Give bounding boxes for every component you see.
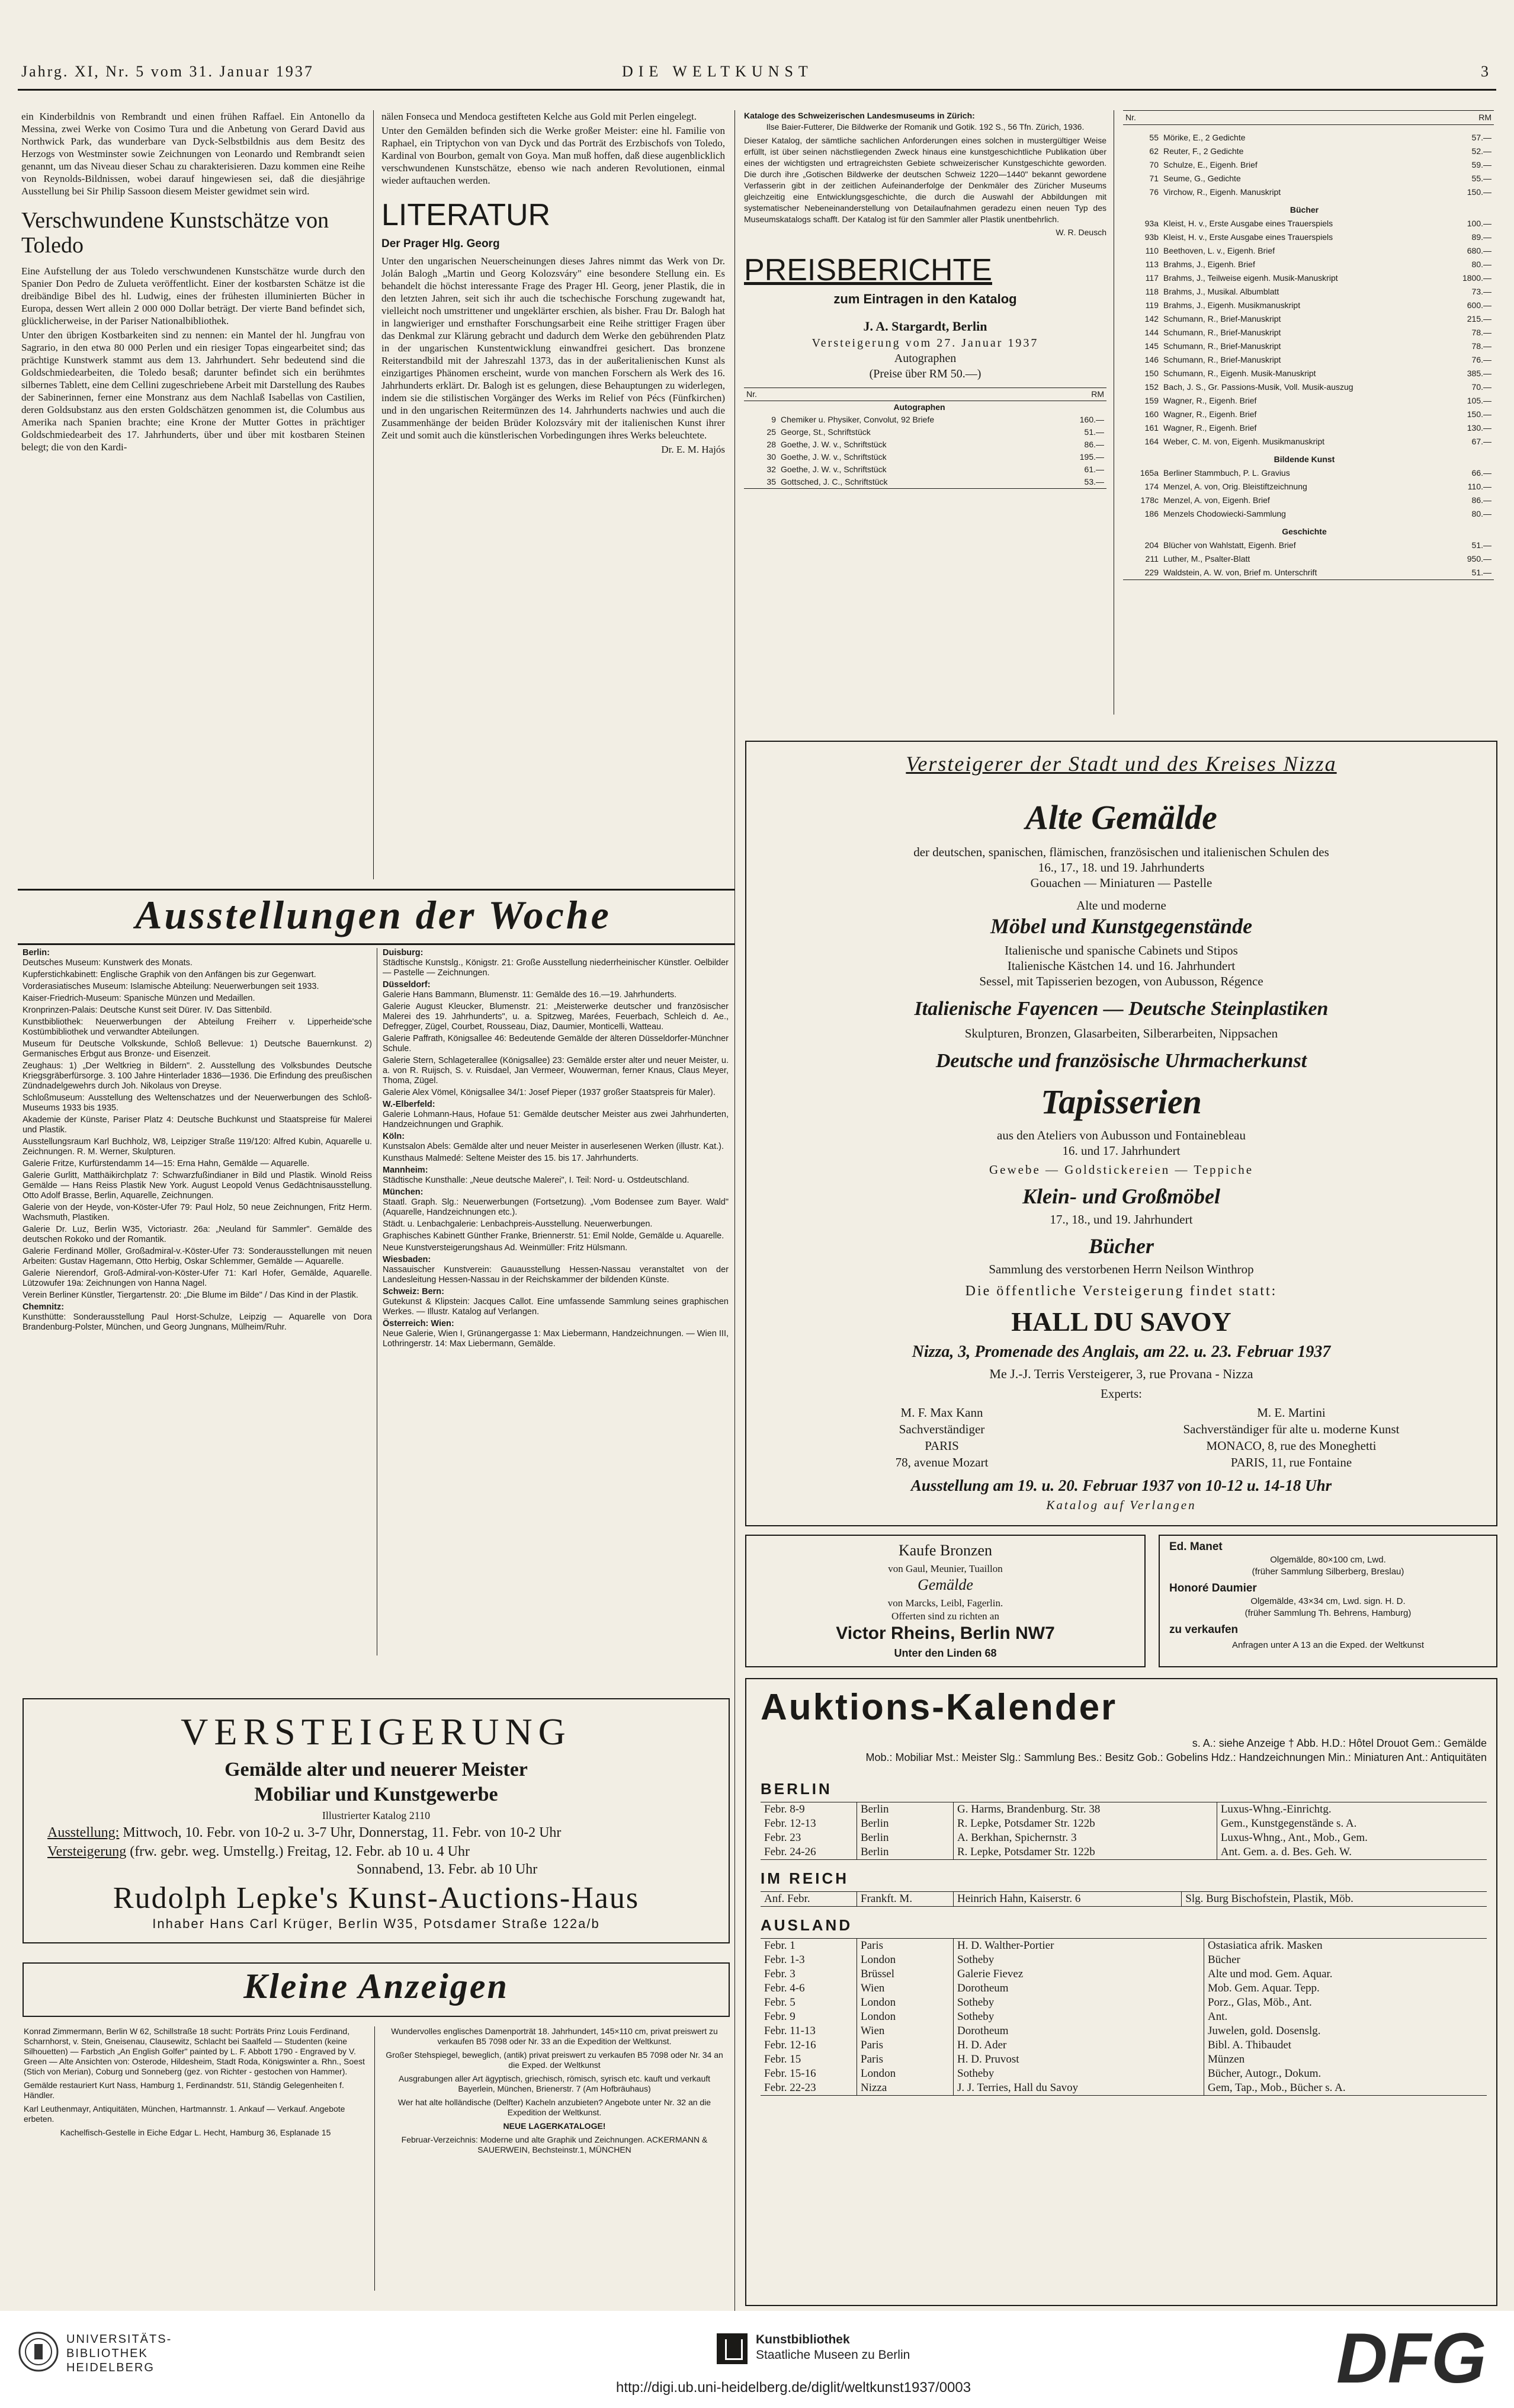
preisberichte-subheading: zum Eintragen in den Katalog: [833, 292, 1017, 306]
dfg-logo: DFG: [1336, 2319, 1487, 2398]
table-row: 204 Blücher von Wahlstatt, Eigenh. Brief 51.—: [1144, 540, 1491, 550]
rheins-line: Gemälde: [918, 1576, 973, 1593]
nizza-line: Sessel, mit Tapisserien bezogen, von Aubusson, Régence: [979, 974, 1263, 988]
section-label: Bücher: [1290, 205, 1319, 214]
lepke-line: Illustrierter Katalog 2110: [322, 1810, 431, 1821]
calendar-section-reich: IM REICH: [761, 1869, 849, 1887]
classified-entry: Konrad Zimmermann, Berlin W 62, Schillstraße 18 sucht: Porträts Prinz Louis Ferdinand, Scharnhorst, v. Stein, Gneisenau, Clausewitz, Schlacht bei Saalfeld — Studenten (keine Silhouetten) — Farbstich „An English Golfer" painted by L. F. Abbott 1790 - Engraved by V. Green — Alte Ansichten von: Osterode, Hildesheim, Stadt Roda, Königswinter a. Rhn., Soest (Stich von Merian), Coburg und Sonneberg (gez. von Richter - gestochen von Hammer).: [24, 2026, 365, 2076]
rheins-ad: [745, 1535, 1146, 1667]
exhibition-entry: Nassauischer Kunstverein: Gauausstellung Hessen-Nassau veranstaltet von der Landesleitung Hessen-Nassau in der Reichskammer der bildenden Künste.: [383, 1265, 729, 1285]
exhibition-entry: Galerie Stern, Schlageterallee (Königsallee) 23: Gemälde erster alter und neuer Meister, u. a. von R. Ruijsch, S. v. Ruisdael, Jan Vermeer, Wouwerman, ferner Knaus, Claus Meyer, Thoma, Zügel.: [383, 1056, 729, 1085]
table-row: 30 Goethe, J. W. v., Schriftstück 195.—: [766, 452, 1104, 462]
table-row: 161 Wagner, R., Eigenh. Brief 130.—: [1144, 423, 1491, 433]
section-rule: [18, 889, 734, 891]
exhibition-entry: Galerie Ferdinand Möller, Großadmiral-v.-Köster-Ufer 73: Sonderausstellungen mit neuen Arbeiten: Gustav Hagemann, Otto Herbig, Oskar Schlemmer, Gemälde — Aquarelle.: [23, 1247, 372, 1266]
article-continuation: ein Kinderbildnis von Rembrandt und einen frühen Raffael. Ein Antonello da Messina, zwei Werke von Cosimo Tura und die Anbetung von Gerard David aus Northwick Park, das wunderbare van Dyck-Selbstbildnis aus dem Besitz des Herzogs von Westminster sowie Zeichnungen von Leonardo und Rembrandt seien genannt, um das Niveau dieser Schau zu charakterisieren. Dazu kommen eine Reihe von Reynolds-Bildnissen, wobei darauf hingewiesen sei, daß die diesjährige Ausstellung bei Sir Philip Sassoon diesem Meister gewidmet sein wird.: [21, 111, 365, 197]
calendar-section-berlin: BERLIN: [761, 1780, 832, 1798]
exhibition-entry: Neue Galerie, Wien I, Grünangergasse 1: Max Liebermann, Handzeichnungen. — Wien III, Lothringerstr. 14: Max Liebermann, Gemälde.: [383, 1329, 729, 1349]
auction-house: J. A. Stargardt, Berlin: [863, 319, 987, 334]
column-divider: [734, 110, 735, 2320]
nizza-line: aus den Ateliers von Aubusson und Fontainebleau: [997, 1128, 1246, 1142]
permalink[interactable]: http://digi.ub.uni-heidelberg.de/diglit/weltkunst1937/0003: [616, 2380, 971, 2396]
exhibition-entry: Deutsches Museum: Kunstwerk des Monats.: [23, 958, 193, 968]
column-1: [21, 110, 365, 879]
manet-line: Honoré Daumier: [1169, 1582, 1257, 1594]
manet-line: (früher Sammlung Silberberg, Breslau): [1252, 1567, 1404, 1577]
price-table-1: [744, 388, 1106, 489]
table-row: 152 Bach, J. S., Gr. Passions-Musik, Voll. Musik-auszug 70.—: [1144, 382, 1491, 392]
nizza-line: 16., 17., 18. und 19. Jahrhunderts: [1038, 860, 1205, 875]
city-label: Köln:: [383, 1132, 405, 1141]
city-label: Mannheim:: [383, 1165, 428, 1175]
nizza-line: Katalog auf Verlangen: [1046, 1498, 1197, 1512]
nizza-venue: HALL DU SAVOY: [1011, 1307, 1231, 1337]
exhibition-entry: Ausstellungsraum Karl Buchholz, W8, Leipziger Straße 119/120: Alfred Kubin, Aquarelle u. Zeichnungen. R. M. Werner, Skulpturen.: [23, 1137, 372, 1157]
nizza-line: Me J.-J. Terris Versteigerer, 3, rue Provana - Nizza: [989, 1366, 1253, 1381]
rheins-name: Victor Rheins, Berlin NW7: [836, 1624, 1055, 1643]
table-row: 93b Kleist, H. v., Erste Ausgabe eines Trauerspiels 89.—: [1144, 232, 1491, 242]
column-4: [1123, 110, 1494, 715]
expert-right: M. E. Martini Sachverständiger für alte u. moderne Kunst MONACO, 8, rue des Moneghetti PARIS, 11, rue Fontaine: [1183, 1405, 1400, 1469]
table-row: 165a Berliner Stammbuch, P. L. Gravius 66.—: [1140, 468, 1491, 478]
nizza-line: Experts:: [1101, 1386, 1142, 1401]
calendar-row: Febr. 24-26 Berlin R. Lepke, Potsdamer Str. 122b Ant. Gem. a. d. Bes. Geh. W.: [761, 1845, 1487, 1860]
catalog-signature: W. R. Deusch: [1056, 228, 1106, 237]
rheins-line: Kaufe Bronzen: [898, 1542, 993, 1559]
calendar-row: Febr. 11-13 Wien Dorotheum Juwelen, gold. Dosenslg.: [761, 2024, 1487, 2038]
city-label: Chemnitz:: [23, 1302, 65, 1312]
section-label: Geschichte: [1282, 527, 1327, 536]
nizza-line: 17., 18., und 19. Jahrhundert: [1050, 1212, 1193, 1227]
exhibition-entry: Kaiser-Friedrich-Museum: Spanische Münzen und Medaillen.: [23, 994, 255, 1003]
manet-line: Olgemälde, 80×100 cm, Lwd.: [1270, 1555, 1386, 1565]
lepke-address: Inhaber Hans Carl Krüger, Berlin W35, Potsdamer Straße 122a/b: [152, 1916, 600, 1931]
table-row: 118 Brahms, J., Musikal. Albumblatt 73.—: [1145, 287, 1491, 296]
manet-line: Olgemälde, 43×34 cm, Lwd. sign. H. D.: [1250, 1596, 1406, 1606]
classified-entry: Wundervolles englisches Damenporträt 18. Jahrhundert, 145×110 cm, privat preiswert zu verkaufen B5 7098 oder Nr. 33 an die Expedition der Weltkunst.: [391, 2026, 718, 2046]
calendar-title: Auktions-Kalender: [761, 1687, 1118, 1728]
manet-line: Anfragen unter A 13 an die Exped. der Weltkunst: [1231, 1640, 1425, 1650]
table-row: 144 Schumann, R., Brief-Manuskript 78.—: [1144, 328, 1491, 337]
exhibition-entry: Galerie Lohmann-Haus, Hofaue 51: Gemälde deutscher Meister aus zwei Jahrhunderten, Handzeichnungen und Graphik.: [383, 1110, 729, 1129]
classifieds-heading: Kleine Anzeigen: [243, 1967, 509, 2006]
nizza-exhibition: Ausstellung am 19. u. 20. Februar 1937 von 10-12 u. 14-18 Uhr: [910, 1477, 1332, 1494]
price-table-2: [1123, 110, 1494, 580]
article-paragraph: Unter den übrigen Kostbarkeiten sind zu nennen: ein Mantel der hl. Jungfrau von Sagrario, in den etwa 80 000 Perlen und ein riesiger Topas eingearbeitet sind; das prächtige Kunstwerk stammt aus dem 13. Jahrhundert. Sehr bedeutend sind die Goldschmiedearbeiten, die Toledo besaß; darunter befindet sich ein berühmtes silbernes Tablett, eine dem Cellini zugeschriebene Arbeit mit Darstellung des Raubes der Sabinerinnen, ferner eine Monstranz aus dem Nachlaß Isabellas von Castilien, deren Goldsubstanz aus den ersten Goldschätzen genommen ist, die Columbus aus Amerika nach Spanien brachte; eine Krone der Mutter Gottes in prächtiger Goldschmiedearbeit des 17. Jahrhunderts, über und über mit kostbaren Steinen belegt; die von den Kardi-: [21, 329, 365, 453]
kunstbibliothek-label: Kunstbibliothek Staatliche Museen zu Berlin: [756, 2333, 910, 2362]
issue-info: Jahrg. XI, Nr. 5 vom 31. Januar 1937: [21, 63, 314, 80]
calendar-body: [761, 1774, 1487, 2096]
calendar-row: Febr. 3 Brüssel Galerie Fievez Alte und mod. Gem. Aquar.: [761, 1967, 1487, 1981]
classified-entry: NEUE LAGERKATALOGE!: [503, 2121, 606, 2131]
city-label: Berlin:: [23, 948, 50, 958]
nizza-line: Alte und moderne: [1076, 898, 1166, 912]
calendar-ausland-table: [761, 1938, 1487, 2096]
exhibition-entry: Galerie Paffrath, Königsallee 46: Bedeutende Gemälde der älteren Düsseldorfer-Münchner Schule.: [383, 1034, 729, 1054]
lepke-line: Sonnabend, 13. Febr. ab 10 Uhr: [357, 1862, 538, 1877]
table-row: 178c Menzel, A. von, Eigenh. Brief 86.—: [1140, 495, 1491, 505]
exhibition-entry: Akademie der Künste, Pariser Platz 4: Deutsche Buchkunst und Staatspreise für Malerei und Plastik.: [23, 1115, 372, 1135]
manet-daumier-ad: [1159, 1535, 1497, 1667]
lepke-exhibition: Ausstellung: Mittwoch, 10. Febr. von 10-2 u. 3-7 Uhr, Donnerstag, 11. Febr. von 10-2 Uhr: [47, 1825, 562, 1840]
exhibition-entry: Verein Berliner Künstler, Tiergartenstr. 20: „Die Blume im Bilde" / Das Kind in der Plastik.: [23, 1291, 358, 1300]
table-row: 25 George, St., Schriftstück 51.—: [766, 427, 1104, 437]
exhibition-entry: Galerie von der Heyde, von-Köster-Ufer 79: Paul Holz, 50 neue Zeichnungen, Fritz Herm. Wachsmuth, Plastiken.: [23, 1203, 372, 1222]
table-row: 71 Seume, G., Gedichte 55.—: [1149, 174, 1491, 183]
calendar-row: Febr. 1 Paris H. D. Walther-Portier Ostasiatica afrik. Masken: [761, 1939, 1487, 1954]
nizza-heading-moebel: Klein- und Großmöbel: [1022, 1184, 1221, 1208]
section-label: Autographen: [893, 402, 945, 412]
rheins-line: von Marcks, Leibl, Fagerlin.: [887, 1597, 1003, 1609]
digitization-footer: [0, 2311, 1514, 2408]
calendar-section-ausland: AUSLAND: [761, 1916, 853, 1934]
expert-left: M. F. Max Kann Sachverständiger PARIS 78, avenue Mozart: [895, 1405, 989, 1469]
calendar-row: Febr. 12-13 Berlin R. Lepke, Potsdamer Str. 122b Gem., Kunstgegenstände s. A.: [761, 1817, 1487, 1831]
nizza-line: Gouachen — Miniaturen — Pastelle: [1030, 876, 1213, 890]
rheins-line: Offerten sind zu richten an: [891, 1610, 999, 1622]
classified-entry: Wer hat alte holländische (Delfter) Kacheln anzubieten? Angebote unter Nr. 32 an die Expedition der Weltkunst.: [397, 2098, 711, 2117]
column-divider: [373, 110, 374, 879]
nizza-date: Nizza, 3, Promenade des Anglais, am 22. u. 23. Februar 1937: [912, 1343, 1331, 1361]
exhibition-entry: Schloßmuseum: Ausstellung des Weltenschatzes und der Neuerwerbungen des Schloß-Museums 1933 bis 1935.: [23, 1093, 372, 1113]
city-label: Düsseldorf:: [383, 980, 431, 990]
col-header-nr: Nr.: [746, 389, 757, 399]
calendar-row: Febr. 15 Paris H. D. Pruvost Münzen: [761, 2052, 1487, 2067]
catalog-heading: Kataloge des Schweizerischen Landesmuseums in Zürich:: [744, 111, 975, 120]
article-continuation: nälen Fonseca und Mendoca gestifteten Kelche aus Gold mit Perlen eingelegt.: [381, 111, 697, 122]
table-row: 160 Wagner, R., Eigenh. Brief 150.—: [1144, 409, 1491, 419]
calendar-row: Febr. 1-3 London Sotheby Bücher: [761, 1953, 1487, 1967]
exhibition-entry: Galerie Hans Bammann, Blumenstr. 11: Gemälde des 16.—19. Jahrhunderts.: [383, 990, 677, 1000]
table-row: 28 Goethe, J. W. v., Schriftstück 86.—: [766, 440, 1104, 449]
author-signature: Dr. E. M. Hajós: [661, 444, 725, 455]
table-row: 9 Chemiker u. Physiker, Convolut, 92 Briefe 160.—: [771, 415, 1104, 424]
exhibition-entry: Galerie Dr. Luz, Berlin W35, Victoriastr. 26a: „Neuland für Sammler". Gemälde des deutschen Rokoko und der Romantik.: [23, 1225, 372, 1244]
city-label: München:: [383, 1187, 424, 1197]
nizza-heading-clocks: Deutsche und französische Uhrmacherkunst: [935, 1050, 1307, 1072]
table-row: 62 Reuter, F., 2 Gedichte 52.—: [1149, 146, 1491, 156]
classified-entry: Ausgrabungen aller Art ägyptisch, griechisch, römisch, syrisch etc. kauft und verkauft Bayerlein, München, Brienerstr. 7 (Am Hofbräuhaus): [398, 2074, 711, 2093]
article-paragraph: Eine Aufstellung der aus Toledo verschwundenen Kunstschätze wurde durch den Spanier Don Pedro de Zulueta veröffentlicht. Einer der kostbarsten Schätze ist die dreibändige Bibel des hl. Ludwig, eines der frühesten illuminierten Bücher in Europa, dessen Wert allein 2 000 000 Dollar beträgt. Der vierte Band befindet sich, glücklicherweise, in der Pariser Nationalbibliothek.: [21, 265, 365, 326]
calendar-row: Febr. 5 London Sotheby Porz., Glas, Möb., Ant.: [761, 1996, 1487, 2010]
nizza-heading-tapestries: Tapisserien: [1041, 1083, 1202, 1121]
classified-entry: Karl Leuthenmayr, Antiquitäten, München, Hartmannstr. 1. Ankauf — Verkauf. Angebote erbeten.: [24, 2104, 345, 2124]
calendar-row: Febr. 23 Berlin A. Berkhan, Spichernstr. 3 Luxus-Whng., Ant., Mob., Gem.: [761, 1831, 1487, 1845]
classifieds-left: [24, 2026, 367, 2303]
column-2: [381, 110, 725, 879]
table-row: 150 Schumann, R., Eigenh. Musik-Manuskript 385.—: [1144, 369, 1491, 378]
classified-entry: Großer Stehspiegel, beweglich, (antik) privat preiswert zu verkaufen B5 7098 oder Nr. 34 an die Exped. der Weltkunst: [386, 2050, 723, 2070]
manet-line: Ed. Manet: [1169, 1541, 1223, 1553]
page-header: [18, 63, 1496, 98]
nizza-heading-books: Bücher: [1088, 1234, 1154, 1258]
preisberichte-heading: PREISBERICHTE: [744, 253, 992, 287]
column-divider: [374, 2026, 375, 2291]
nizza-line: Italienische Kästchen 14. und 16. Jahrhundert: [1007, 959, 1236, 973]
classifieds-heading-box: [23, 1962, 730, 2017]
exhibitions-heading: Ausstellungen der Woche: [135, 892, 611, 937]
exhibition-entry: Gutekunst & Klipstein: Jacques Callot. Eine umfassende Sammlung seines graphischen Werkes. — Illustr. Katalog auf Verlangen.: [383, 1297, 729, 1317]
lepke-auction: Versteigerung (frw. gebr. weg. Umstellg.) Freitag, 12. Febr. ab 10 u. 4 Uhr: [47, 1844, 470, 1859]
table-row: 146 Schumann, R., Brief-Manuskript 76.—: [1144, 355, 1491, 364]
article-title-toledo: Verschwundene Kunstschätze von Toledo: [21, 208, 329, 258]
exhibition-entry: Städtische Kunstslg., Königstr. 21: Große Ausstellung niederrheinischer Künstler. Oelbilder — Pastelle — Zeichnungen.: [383, 958, 729, 978]
exhibition-entry: Galerie Nierendorf, Groß-Admiral-von-Köster-Ufer 71: Karl Hofer, Gemälde, Aquarelle. Lützowufer 19a: Zeichnungen von Hanna Nagel.: [23, 1269, 372, 1288]
auction-calendar: [745, 1678, 1497, 2306]
table-row: 164 Weber, C. M. von, Eigenh. Musikmanuskript 67.—: [1144, 437, 1491, 446]
exhibition-entry: Kunstbibliothek: Neuerwerbungen der Abteilung Freiherr v. Lipperheide'sche Kostümbibliothek und verwandter Abteilungen.: [23, 1017, 372, 1037]
table-row: 93a Kleist, H. v., Erste Ausgabe eines Trauerspiels 100.—: [1144, 219, 1491, 228]
nizza-line: der deutschen, spanischen, flämischen, französischen und italienischen Schulen des: [913, 845, 1329, 859]
lepke-firm: Rudolph Lepke's Kunst-Auctions-Haus: [113, 1881, 640, 1915]
rheins-line: von Gaul, Meunier, Tuaillon: [888, 1563, 1003, 1574]
exhibitions-right: [383, 948, 729, 1659]
exhibition-entry: Kupferstichkabinett: Englische Graphik von den Anfängen bis zur Gegenwart.: [23, 970, 316, 979]
auction-date: Versteigerung vom 27. Januar 1937: [811, 337, 1039, 350]
rheins-line: Unter den Linden 68: [894, 1647, 997, 1659]
table-row: 174 Menzel, A. von, Orig. Bleistiftzeichnung 110.—: [1144, 482, 1491, 491]
classified-entry: Gemälde restauriert Kurt Nass, Hamburg 1, Ferdinandstr. 51I, Ständig Gelegenheiten f. Händler.: [24, 2080, 344, 2100]
header-rule: [18, 89, 1496, 91]
calendar-row: Febr. 8-9 Berlin G. Harms, Brandenburg. Str. 38 Luxus-Whng.-Einrichtg.: [761, 1802, 1487, 1817]
exhibition-entry: Städt. u. Lenbachgalerie: Lenbachpreis-Ausstellung. Neuerwerbungen.: [383, 1219, 653, 1229]
exhibition-entry: Neue Kunstversteigerungshaus Ad. Weinmüller: Fritz Hülsmann.: [383, 1243, 628, 1253]
university-seal-icon: [18, 2331, 59, 2372]
calendar-row: Febr. 4-6 Wien Dorotheum Mob. Gem. Aquar. Tepp.: [761, 1981, 1487, 1996]
table-row: 145 Schumann, R., Brief-Manuskript 78.—: [1144, 341, 1491, 351]
calendar-row: Febr. 9 London Sotheby Ant.: [761, 2010, 1487, 2024]
price-note: (Preise über RM 50.—): [869, 367, 981, 380]
exhibition-entry: Graphisches Kabinett Günther Franke, Briennerstr. 51: Emil Nolde, Gemälde u. Aquarelle.: [383, 1231, 724, 1241]
literatur-paragraph: Unter den ungarischen Neuerscheinungen dieses Jahres nimmt das Werk von Dr. Jolán Balogh „Martin und Georg Kolozsváry" eine besondere Stellung ein. Es behandelt die höchst interessante Frage des Prager Hl. Georg, jener Plastik, die in den letzten Jahren, seit sich ihr auch die tschechische Forschung zugewandt hat, vielleicht noch umstrittener und ungeklärter erschien, als bisher. Frau Dr. Balogh hat in langwieriger und ernsthafter Forschungsarbeit eine Reihe strittiger Fragen über das Denkmal zur Klärung gebracht und dadurch dem Werke den gebührenden Platz in der ungarischen Kunstentwicklung einwandfrei gesichert. Das bronzene Reiterstandbild mit der Jahreszahl 1373, das in der außeritalienischen Kunst als einzigartiges Phänomen erscheint, wurde von manchen Forschern als Werk des 16. Jahrhunderts erklärt. Dr. Balogh ist es gelungen, diese Behauptungen zu widerlegen, indem sie die stilistischen Vorgänger des Werks im Relief von Pécs (Fünfkirchen) und in den ungarischen Reitermünzen des 14. Jahrhunderts nachwies und auch die Zusammenhänge der beiden Brüder Kolozsváry mit der italienischen Kunst ihrer Zeit und somit auch die künstlerischen Vorbedingungen ihres Werks beleuchtete.: [381, 255, 725, 441]
calendar-row: Anf. Febr. Frankft. M. Heinrich Hahn, Kaiserstr. 6 Slg. Burg Bischofstein, Plastik, Möb.: [761, 1892, 1487, 1907]
calendar-berlin-table: [761, 1802, 1487, 1860]
classified-entry: Februar-Verzeichnis: Moderne und alte Graphik und Zeichnungen. ACKERMANN & SAUERWEIN, Bechsteinstr.1, MÜNCHEN: [401, 2135, 708, 2154]
manet-line: (früher Sammlung Th. Behrens, Hamburg): [1244, 1608, 1412, 1618]
table-row: 159 Wagner, R., Eigenh. Brief 105.—: [1144, 396, 1491, 405]
exhibition-entry: Kunsthaus Malmedé: Seltene Meister des 15. bis 17. Jahrhunderts.: [383, 1154, 639, 1163]
nizza-line: Die öffentliche Versteigerung findet statt:: [965, 1283, 1278, 1299]
col-header-nr: Nr.: [1125, 113, 1136, 122]
catalog-line: Ilse Baier-Futterer, Die Bildwerke der Romanik und Gotik. 192 S., 56 Tfn. Zürich, 1936.: [766, 122, 1085, 132]
city-label: Schweiz: Bern:: [383, 1287, 444, 1296]
exhibition-entry: Vorderasiatisches Museum: Islamische Abteilung: Neuerwerbungen seit 1933.: [23, 982, 319, 991]
exhibition-entry: Museum für Deutsche Volkskunde, Schloß Bellevue: 1) Deutsche Bauernkunst. 2) Germanisches Erbgut aus Bronze- und Eisenzeit.: [23, 1039, 372, 1059]
lepke-line: Mobiliar und Kunstgewerbe: [254, 1783, 498, 1805]
col-header-rm: RM: [1478, 113, 1491, 122]
table-row: 76 Virchow, R., Eigenh. Manuskript 150.—: [1149, 187, 1491, 197]
calendar-row: Febr. 22-23 Nizza J. J. Terries, Hall du Savoy Gem, Tap., Mob., Bücher s. A.: [761, 2081, 1487, 2096]
table-row: 186 Menzels Chodowiecki-Sammlung 80.—: [1144, 509, 1491, 518]
heidelberg-library-logo: UNIVERSITÄTS- BIBLIOTHEK HEIDELBERG: [66, 2333, 172, 2374]
table-row: 55 Mörike, E., 2 Gedichte 57.—: [1149, 133, 1491, 142]
exhibition-entry: Staatl. Graph. Slg.: Neuerwerbungen (Fortsetzung). „Vom Bodensee zum Bayer. Wald" (Aquarelle, Handzeichnungen etc.).: [383, 1197, 729, 1217]
exhibition-entry: Galerie August Kleucker, Blumenstr. 21: „Meisterwerke deutscher und französischer Malerei des 19. Jahrhunderts", u. a. Spitzweg, Marées, Feuerbach, Schleich d. Ae., Defregger, Zügel, Courbet, Rousseau, Diaz, Daumier, Monticelli, Watteau.: [383, 1002, 729, 1032]
table-row: 35 Gottsched, J. C., Schriftstück 53.—: [744, 476, 1106, 489]
exhibition-entry: Kunstsalon Abels: Gemälde alter und neuer Meister in auserlesenen Werken (illustr. Kat.).: [383, 1142, 724, 1151]
exhibition-entry: Galerie Alex Vömel, Königsallee 34/1: Josef Pieper (1937 großer Staatspreis für Maler).: [383, 1088, 716, 1097]
exhibition-entry: Zeughaus: 1) „Der Weltkrieg in Bildern". 2. Ausstellung des Volksbundes Deutsche Kriegsgräberfürsorge. 3. 100 Jahre Hinterlader 1836—1936. Die Erfindung des preußischen Zündnadelgewehrs durch Joh. Nikolaus von Dreyse.: [23, 1061, 372, 1091]
nizza-line: Gewebe — Goldstickereien — Teppiche: [989, 1163, 1254, 1177]
exhibition-entry: Galerie Gurlitt, Matthäikirchplatz 7: Schwarzfußindianer in Bild und Plastik. Winold Reiss Gemälde — Hans Reiss Plastik New York. August Leopold Venus Gedächtnisausstellung. Otto Adolf Brasse, Berlin, Aquarelle, Zeichnungen.: [23, 1171, 372, 1200]
city-label: Wiesbaden:: [383, 1255, 431, 1264]
exhibition-entry: Städtische Kunsthalle: „Neue deutsche Malerei", I. Teil: Nord- u. Ostdeutschland.: [383, 1176, 689, 1185]
classified-entry: Kachelfisch-Gestelle in Eiche Edgar L. Hecht, Hamburg 36, Esplanade 15: [60, 2128, 331, 2137]
table-row: 113 Brahms, J., Eigenh. Brief 80.—: [1145, 260, 1491, 269]
table-row: 110 Beethoven, L. v., Eigenh. Brief 680.—: [1145, 246, 1491, 255]
classifieds-right: [383, 2026, 726, 2303]
auction-type: Autographen: [894, 352, 957, 365]
column-3: [744, 110, 1106, 715]
exhibition-entry: Galerie Fritze, Kurfürstendamm 14—15: Erna Hahn, Gemälde — Aquarelle.: [23, 1159, 310, 1168]
nizza-heading-fayencen: Italienische Fayencen — Deutsche Steinplastiken: [914, 998, 1329, 1020]
nizza-auction-ad: [745, 741, 1497, 1526]
calendar-reich-table: [761, 1891, 1487, 1907]
city-label: W.-Elberfeld:: [383, 1100, 435, 1109]
page-number: 3: [1481, 63, 1490, 80]
section-rule: [18, 943, 734, 945]
calendar-row: Febr. 15-16 London Sotheby Bücher, Autogr., Dokum.: [761, 2067, 1487, 2081]
table-row: 229 Waldstein, A. W. von, Brief m. Unterschrift 51.—: [1123, 566, 1494, 580]
table-row: 142 Schumann, R., Brief-Manuskript 215.—: [1144, 314, 1491, 324]
city-label: Duisburg:: [383, 948, 424, 958]
masthead-title: DIE WELTKUNST: [622, 63, 813, 80]
lepke-line: Gemälde alter und neuerer Meister: [224, 1759, 528, 1781]
city-label: Österreich: Wien:: [383, 1319, 454, 1328]
nizza-line: Italienische und spanische Cabinets und Stipos: [1005, 943, 1238, 958]
nizza-line: Sammlung des verstorbenen Herrn Neilson Winthrop: [989, 1262, 1254, 1276]
exhibition-entry: Kronprinzen-Palais: Deutsche Kunst seit Dürer. IV. Das Sittenbild.: [23, 1006, 272, 1015]
literatur-heading: LITERATUR: [381, 198, 551, 232]
table-row: 70 Schulze, E., Eigenh. Brief 59.—: [1149, 160, 1491, 169]
nizza-auctioneer-title: Versteigerer der Stadt und des Kreises Nizza: [906, 752, 1337, 776]
catalog-paragraph: Dieser Katalog, der sämtliche sachlichen Anforderungen eines solchen in mustergültiger Weise erfüllt, ist über seinen nächstliegenden Zweck hinaus eine kunstgeschichtliche Publikation über eines der wichtigsten und ertragreichsten Gebiete schweizerischer Kunstgeschichte geworden. Die durch ihre „Gotischen Bildwerke der deutschen Schweiz 1220—1440" bekannt gewordene Verfasserin gibt in der zeitlichen Aufeinanderfolge der Denkmäler des Züricher Museums gleichzeitig eine Entwicklungsgeschichte, die durch die Auswahl der Abbildungen mit systematischer Nebeneinanderstellung von Detailaufnahmen geradezu einen neuen Typ des Museumskatalogs schafft. Der Katalog ist für den Sammler aller Plastik unentbehrlich.: [744, 136, 1106, 224]
calendar-row: Febr. 12-16 Paris H. D. Ader Bibl. A. Thibaudet: [761, 2038, 1487, 2052]
nizza-heading-paintings: Alte Gemälde: [1025, 798, 1217, 837]
nizza-line: Skulpturen, Bronzen, Glasarbeiten, Silberarbeiten, Nippsachen: [964, 1026, 1278, 1040]
calendar-legend: s. A.: siehe Anzeige † Abb. H.D.: Hôtel Drouot Gem.: Gemälde Mob.: Mobiliar Mst.: Meister Slg.: Sammlung Bes.: Besitz Gob.: Gobelins Hdz.: Handzeichnungen Min.: Miniaturen Ant.: Antiquitäten: [865, 1737, 1487, 1763]
manet-line: zu verkaufen: [1169, 1624, 1239, 1636]
lepke-title: VERSTEIGERUNG: [181, 1711, 572, 1753]
exhibition-entry: Kunsthütte: Sonderausstellung Paul Horst-Schulze, Leipzig — Aquarelle von Dora Brandenburg-Polster, München, und Georg Jungnans, Mülheim/Ruhr.: [23, 1312, 372, 1332]
nizza-line: 16. und 17. Jahrhundert: [1062, 1144, 1181, 1158]
table-row: 117 Brahms, J., Teilweise eigenh. Musik-Manuskript 1800.—: [1145, 273, 1491, 283]
col-header-rm: RM: [1091, 389, 1104, 399]
lepke-auction-ad: [23, 1698, 730, 1943]
kunstbibliothek-logo-icon: [717, 2333, 748, 2364]
table-row: 211 Luther, M., Psalter-Blatt 950.—: [1145, 554, 1491, 563]
section-label: Bildende Kunst: [1274, 454, 1335, 464]
table-row: 119 Brahms, J., Eigenh. Musikmanuskript 600.—: [1145, 300, 1491, 310]
nizza-heading-furniture: Möbel und Kunstgegenstände: [990, 914, 1253, 938]
table-row: 32 Goethe, J. W. v., Schriftstück 61.—: [766, 465, 1104, 474]
exhibitions-left: [23, 948, 372, 1659]
article-paragraph: Unter den Gemälden befinden sich die Werke großer Meister: eine hl. Familie von Raphael, ein Triptychon von van Dyck und das Porträt des Erzbischofs von Toledo, Kardinal von Bourbon, gemalt von Goya. Man muß hoffen, daß diese augenblicklich verschwundenen Kunstschätze, ebenso wie nach anderen Revolutionen, einmal wieder auftauchen werden.: [381, 125, 725, 186]
literatur-subheading: Der Prager Hlg. Georg: [381, 238, 500, 250]
